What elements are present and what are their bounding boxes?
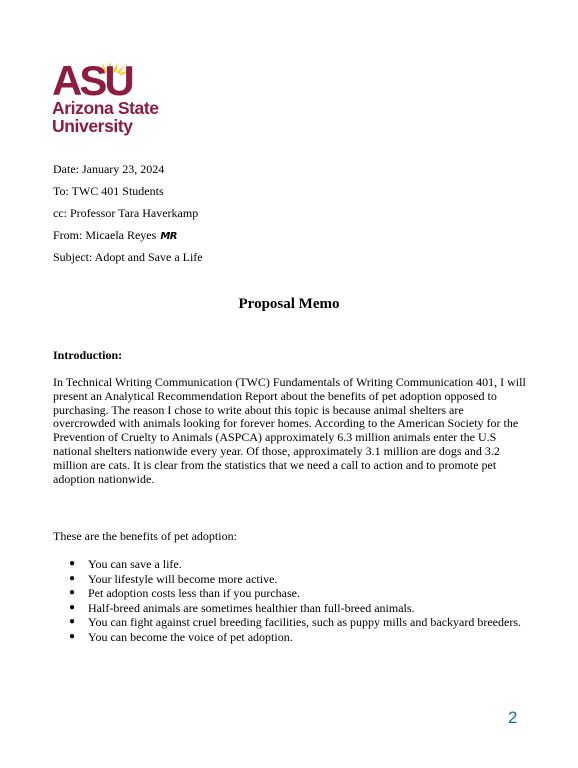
list-item [53, 615, 523, 630]
memo-subject: Subject: Adopt and Save a Life [53, 250, 203, 264]
memo-from: From: Micaela Reyes [53, 228, 157, 242]
document-title: Proposal Memo [238, 296, 340, 312]
bullet-icon: ● [69, 616, 76, 628]
list-item-text: You can fight against cruel breeding facilities, such as puppy mills and backyard breeders. [88, 615, 521, 630]
list-item-text: Half-breed animals are sometimes healthier than full-breed animals. [88, 600, 415, 615]
memo-date: Date: January 23, 2024 [53, 162, 165, 176]
list-item [53, 630, 523, 645]
logo-name-line1: Arizona State [52, 98, 159, 118]
memo-cc: cc: Professor Tara Haverkamp [53, 206, 199, 220]
bullet-icon: ● [69, 601, 76, 613]
page-number: 2 [508, 708, 518, 727]
bullet-icon: ● [69, 630, 76, 642]
benefits-lead: These are the benefits of pet adoption: [53, 529, 237, 543]
list-item-text: Pet adoption costs less than if you purchase. [88, 586, 300, 601]
asu-sunburst-logo-mark [52, 59, 144, 99]
benefits-list [53, 557, 523, 645]
list-item-text: You can become the voice of pet adoption. [88, 629, 293, 644]
svg-text:ASU: ASU [52, 59, 132, 99]
list-item [53, 586, 523, 601]
list-item-text: Your lifestyle will become more active. [88, 571, 278, 586]
asu-logo [52, 59, 172, 135]
introduction-paragraph: In Technical Writing Communication (TWC) Fundamentals of Writing Communication 401, I will present an Analytical Recommendation Report about the benefits of pet adoption opposed to purchasing. The reason I chose to write about this topic is because animal shelters are overcrowded with animals looking for forever homes. According to the American Society for the Prevention of Cruelty to Animals (ASPCA) approximately 6.3 million animals enter the U.S national shelters nationwide every year. Of those, approximately 3.1 million are dogs and 3.2 million are cats. It is clear from the statistics that we need a call to action and to promote pet adoption nationwide. [53, 375, 526, 486]
memo-to: To: TWC 401 Students [53, 184, 164, 198]
bullet-icon: ● [69, 572, 76, 584]
bullet-icon: ● [69, 558, 76, 569]
introduction-heading: Introduction: [53, 348, 123, 362]
sender-initials: MR [160, 231, 177, 242]
memo-from-line [53, 228, 177, 243]
list-item [53, 572, 523, 587]
list-item-text: You can save a life. [88, 557, 182, 571]
list-item [53, 601, 523, 616]
logo-name-line2: University [52, 116, 133, 136]
bullet-icon: ● [69, 587, 76, 599]
list-item [53, 557, 523, 572]
